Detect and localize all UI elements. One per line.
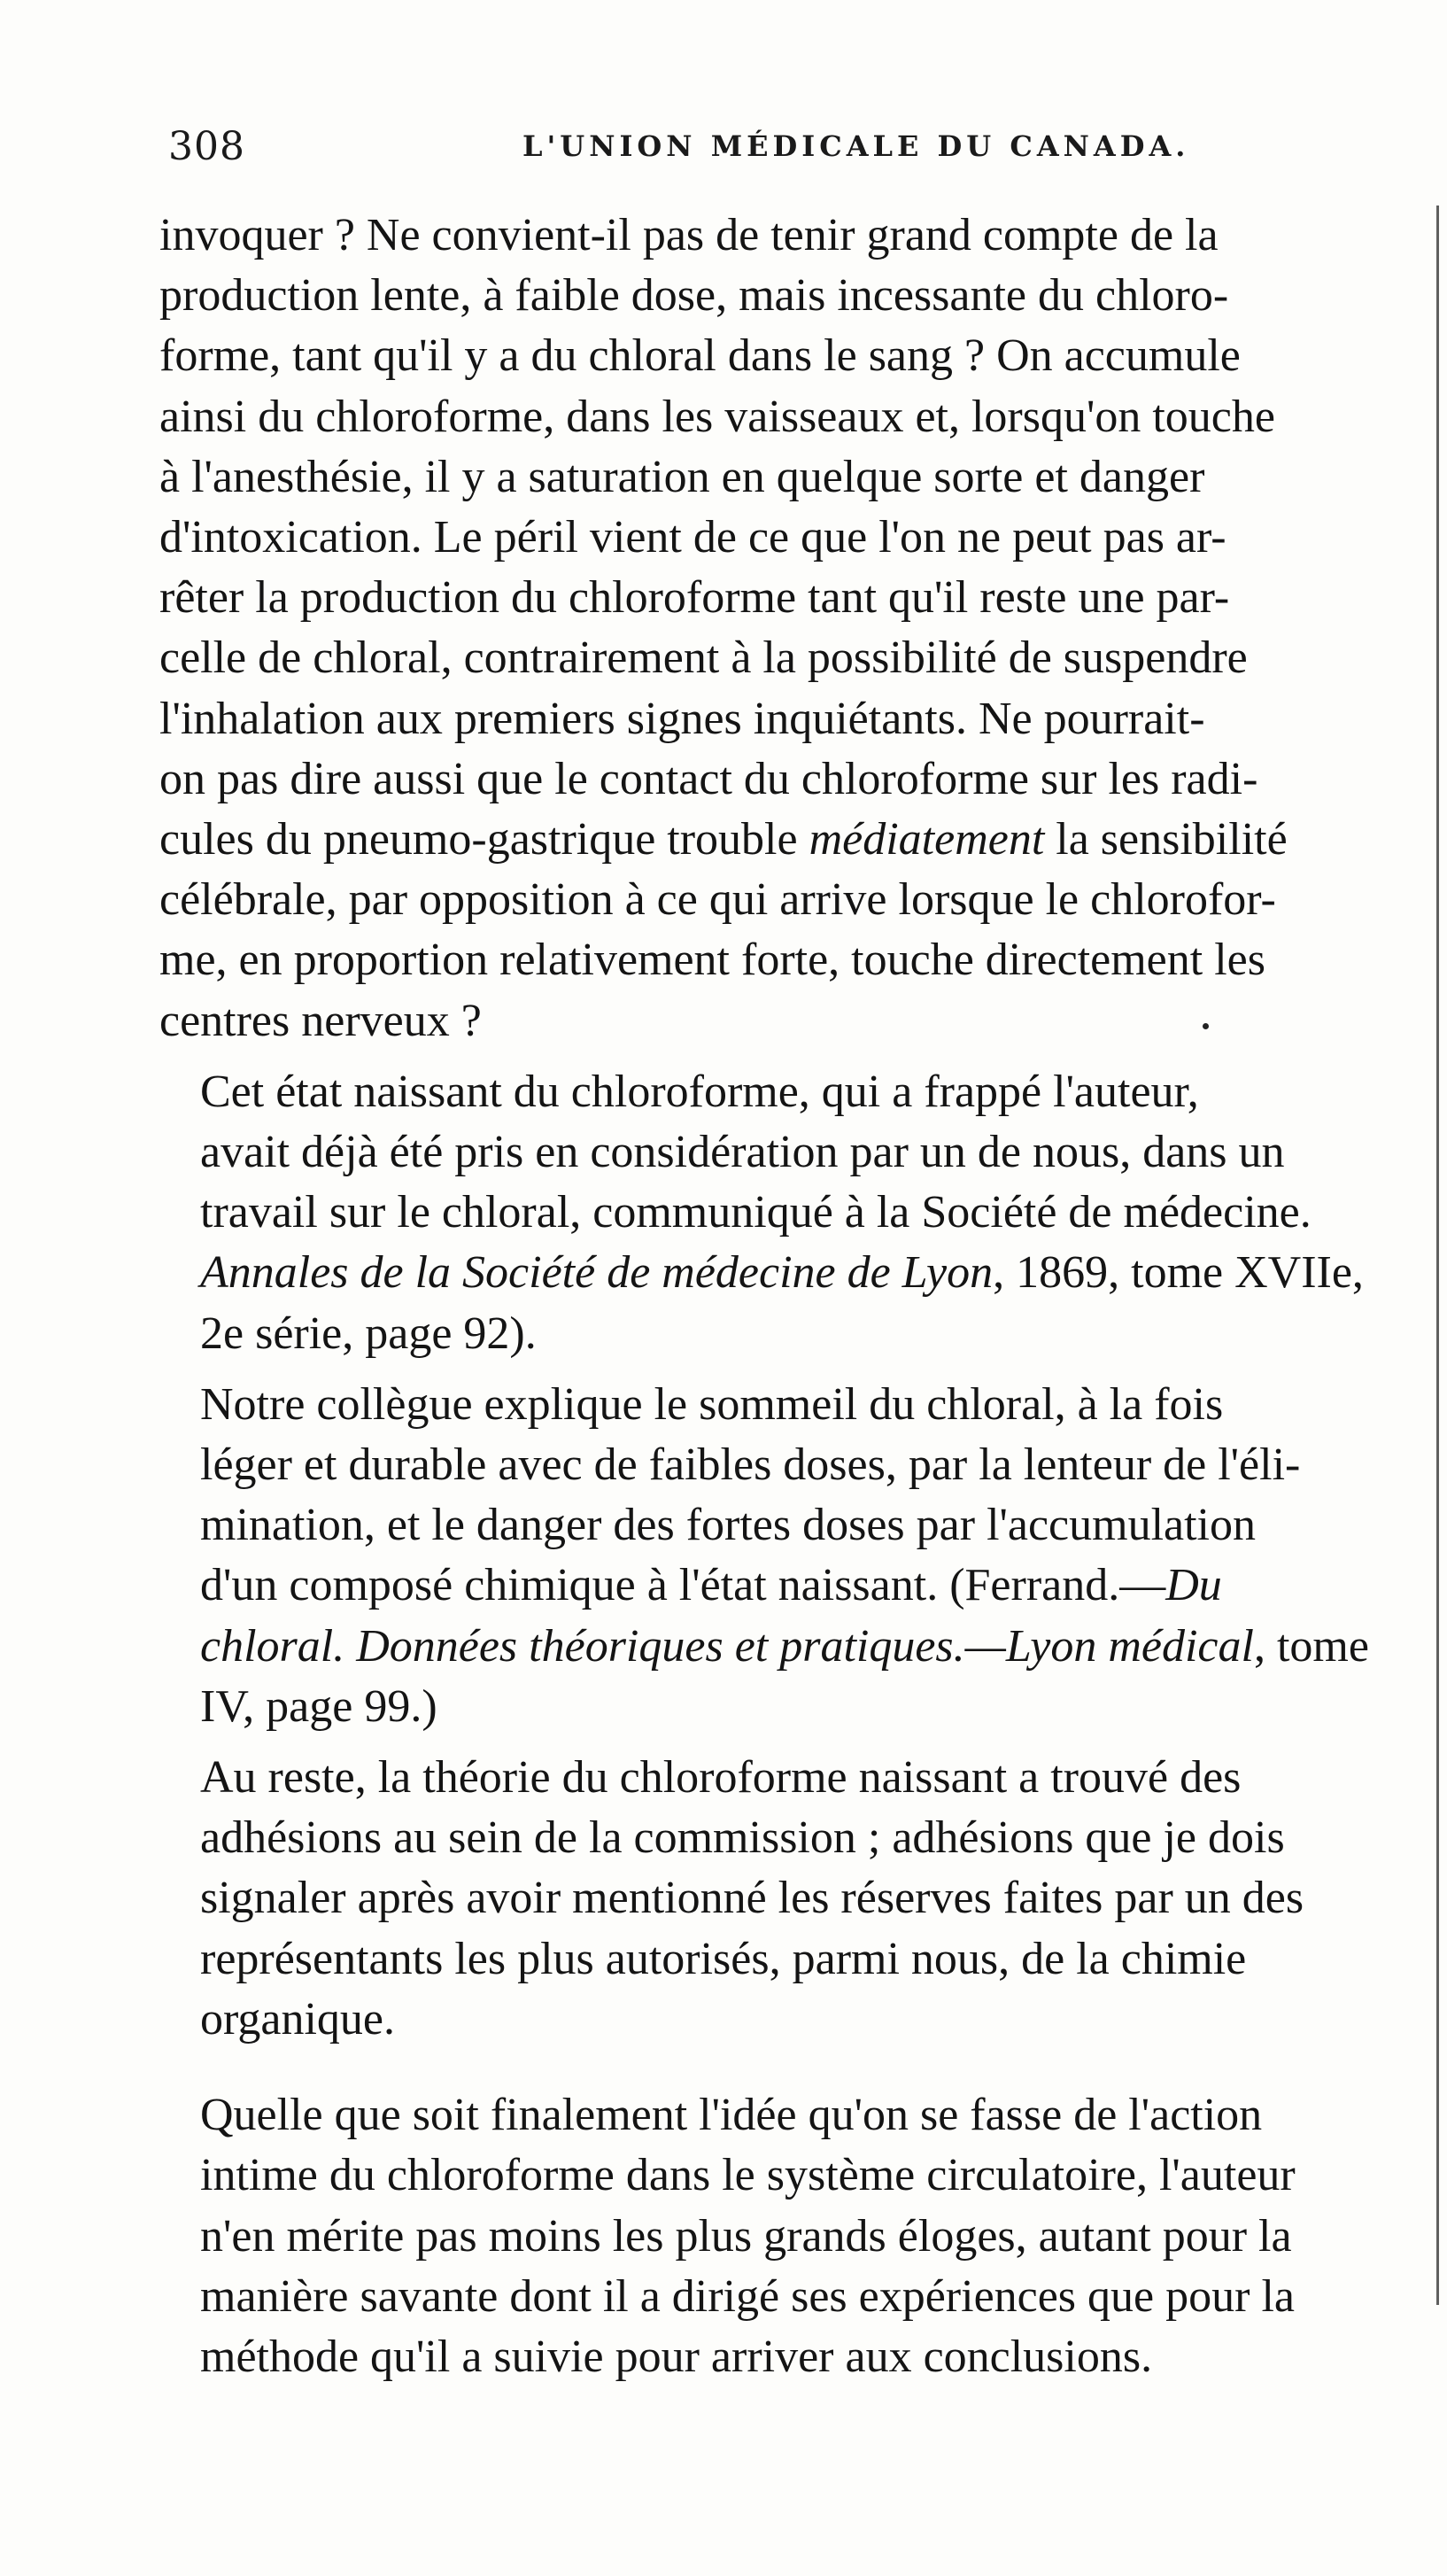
- text-line: l'inhalation aux premiers signes inquiétants. Ne pourrait-: [159, 693, 1205, 744]
- text-line: IV, page 99.): [200, 1680, 437, 1732]
- text-line: [159, 1617, 1369, 1677]
- paragraph-1: [159, 206, 1435, 1051]
- text-line: production lente, à faible dose, mais incessante du chloro-: [159, 270, 1229, 322]
- text-line: léger et durable avec de faibles doses, par la lenteur de l'éli-: [200, 1439, 1301, 1491]
- text-line: on pas dire aussi que le contact du chloroforme sur les radi-: [159, 753, 1258, 804]
- text-line: intime du chloroforme dans le système circulatoire, l'auteur: [200, 2150, 1296, 2201]
- running-head: [168, 124, 1364, 177]
- text-line: à l'anesthésie, il y a saturation en quelque sorte et danger: [159, 451, 1205, 502]
- text-line: Au reste, la théorie du chloroforme naissant a trouvé des: [200, 1752, 1242, 1804]
- text-line: me, en proportion relativement forte, touche directement les: [159, 935, 1265, 986]
- journal-title: L'UNION MÉDICALE DU CANADA.: [522, 129, 1190, 163]
- text-line: celle de chloral, contrairement à la possibilité de suspendre: [159, 632, 1248, 684]
- text-line: célébrale, par opposition à ce qui arrive lorsque le chlorofor-: [159, 874, 1276, 926]
- text-line: organique.: [200, 1993, 395, 2045]
- page-edge-rule: [1436, 206, 1439, 2305]
- italic-run: chloral. Données théoriques et pratiques.—Lyon médical: [200, 1620, 1254, 1672]
- text-line: manière savante dont il a dirigé ses expériences que pour la: [200, 2270, 1295, 2322]
- paragraph-5: [159, 2085, 1435, 2387]
- text-line: avait déjà été pris en considération par un de nous, dans un: [200, 1127, 1285, 1178]
- text-run: , 1869, tome XVIIe,: [993, 1247, 1364, 1299]
- text-line: forme, tant qu'il y a du chloral dans le sang ? On accumule: [159, 330, 1241, 382]
- text-line: d'intoxication. Le péril vient de ce que l'on ne peut pas ar-: [159, 512, 1226, 563]
- paragraph-4: [159, 1748, 1435, 2050]
- text-line: signaler après avoir mentionné les réserves faites par un des: [200, 1873, 1304, 1924]
- text-line: invoquer ? Ne convient-il pas de tenir grand compte de la: [159, 210, 1219, 260]
- italic-run: médiatement: [809, 814, 1045, 865]
- text-line: méthode qu'il a suivie pour arriver aux conclusions.: [200, 2331, 1153, 2382]
- italic-run: Annales de la Société de médecine de Lyon: [200, 1247, 994, 1299]
- text-run: d'un composé chimique à l'état naissant. (Ferrand.—: [200, 1560, 1166, 1611]
- text-line: représentants les plus autorisés, parmi nous, de la chimie: [200, 1933, 1247, 1984]
- paragraph-2: [159, 1062, 1435, 1364]
- text-line: Notre collègue explique le sommeil du chloral, à la fois: [200, 1378, 1224, 1430]
- body-text: [159, 206, 1435, 2387]
- italic-run: Du: [1165, 1560, 1222, 1611]
- text-line: ainsi du chloroforme, dans les vaisseaux et, lorsqu'on touche: [159, 391, 1275, 442]
- text-run: , tome: [1253, 1620, 1369, 1672]
- text-line: travail sur le chloral, communiqué à la Société de médecine.: [200, 1187, 1312, 1238]
- text-line: [159, 810, 1288, 870]
- text-line: [159, 1556, 1222, 1616]
- text-line: 2e série, page 92).: [200, 1307, 537, 1359]
- text-line: rêter la production du chloroforme tant qu'il reste une par-: [159, 572, 1230, 624]
- page-number: 308: [168, 124, 245, 169]
- text-line: Cet état naissant du chloroforme, qui a frappé l'auteur,: [200, 1066, 1199, 1117]
- text-line: Quelle que soit finalement l'idée qu'on se fasse de l'action: [200, 2090, 1263, 2141]
- text-line: centres nerveux ?: [159, 995, 482, 1046]
- text-line: [159, 1243, 1364, 1303]
- text-line: n'en mérite pas moins les plus grands éloges, autant pour la: [200, 2210, 1292, 2262]
- text-line: mination, et le danger des fortes doses par l'accumulation: [200, 1500, 1256, 1551]
- text-run: cules du pneumo-gastrique trouble: [159, 814, 809, 865]
- paragraph-3: [159, 1375, 1435, 1737]
- text-line: adhésions au sein de la commission ; adhésions que je dois: [200, 1812, 1285, 1864]
- text-run: la sensibilité: [1044, 814, 1288, 865]
